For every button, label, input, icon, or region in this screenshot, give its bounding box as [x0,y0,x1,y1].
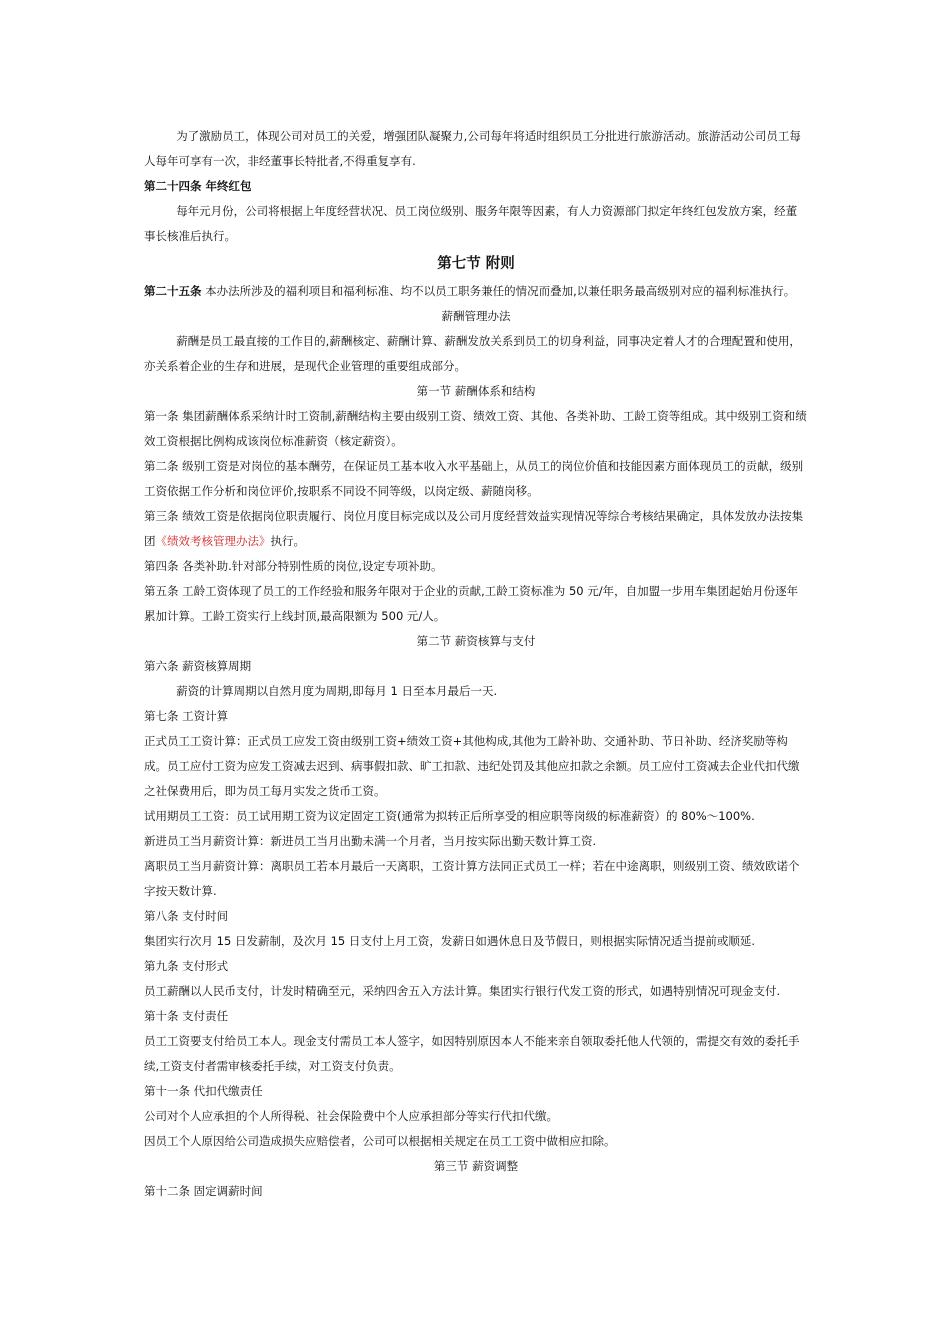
article-12-heading: 第十二条 固定调薪时间 [144,1184,263,1198]
article-25-text: 本办法所涉及的福利项目和福利标准、均不以员工职务兼任的情况而叠加,以兼任职务最高级别对应的福利标准执行。 [201,284,796,298]
paragraph-travel: 为了激励员工，体现公司对员工的关爱，增强团队凝聚力,公司每年将适时组织员工分批进行旅游活动。旅游活动公司员工每人每年可享有一次，非经董事长特批者,不得重复享有. [144,129,801,168]
article-25 [144,279,808,304]
article-3-tail: 执行。 [270,534,305,548]
document-title: 薪酬管理办法 [441,309,511,323]
calc-new-staff: 新进员工当月薪资计算：新进员工当月出勤未满一个月者，当月按实际出勤天数计算工资. [144,834,597,848]
article-25-label: 第二十五条 [144,284,202,298]
article-6-text: 薪资的计算周期以自然月度为周期,即每月 1 日至本月最后一天. [176,684,498,698]
article-7-heading: 第七条 工资计算 [144,709,229,723]
article-11-text-2: 因员工个人原因给公司造成损失应赔偿者，公司可以根据相关规定在员工工资中做相应扣除。 [144,1134,616,1148]
article-6-heading: 第六条 薪资核算周期 [144,659,252,673]
article-2: 第二条 级别工资是对岗位的基本酬劳，在保证员工基本收入水平基础上，从员工的岗位价值和技能因素方面体现员工的贡献，级别工资依据工作分析和岗位评价,按职系不同设不同等级，以岗定级、薪随岗移。 [144,459,804,498]
section-1-title: 第一节 薪酬体系和结构 [416,384,536,398]
article-3-text: 第三条 绩效工资是依据岗位职责履行、岗位月度目标完成以及公司月度经营效益实现情况等综合考核结果确定，具体发放办法按集团 [144,509,804,548]
article-5: 第五条 工龄工资体现了员工的工作经验和服务年限对于企业的贡献,工龄工资标准为 50 元/年，自加盟一步用车集团起始月份逐年累加计算。工龄工资实行上线封顶,最高限额为 500 元/人。 [144,584,799,623]
article-9-text: 员工薪酬以人民币支付，计发时精确至元，采纳四舍五入方法计算。集团实行银行代发工资的形式，如遇特别情况可现金支付. [144,984,781,998]
article-3 [144,504,808,554]
article-4: 第四条 各类补助.针对部分特别性质的岗位,设定专项补助。 [144,559,443,573]
paragraph-intro: 薪酬是员工最直接的工作目的,薪酬核定、薪酬计算、薪酬发放关系到员工的切身利益，同事决定着人才的合理配置和使用，亦关系着企业的生存和进展，是现代企业管理的重要组成部分。 [144,334,801,373]
article-11-text-1: 公司对个人应承担的个人所得税、社会保险费中个人应承担部分等实行代扣代缴。 [144,1109,558,1123]
calc-leaving-staff: 离职员工当月薪资计算：离职员工若本月最后一天离职，工资计算方法同正式员工一样；若在中途离职，则级别工资、绩效欧诺个字按天数计算. [144,859,800,898]
article-1: 第一条 集团薪酬体系采纳计时工资制,薪酬结构主要由级别工资、绩效工资、其他、各类补助、工龄工资等组成。其中级别工资和绩效工资根据比例构成该岗位标准薪资（核定薪资）。 [144,409,807,448]
article-10-text: 员工工资要支付给员工本人。现金支付需员工本人签字，如因特别原因本人不能来亲自领取委托他人代领的，需提交有效的委托手续,工资支付者需审核委托手续，对工资支付负责。 [144,1034,800,1073]
section-7-title: 第七节 附则 [437,256,515,272]
article-10-heading: 第十条 支付责任 [144,1009,229,1023]
section-2-title: 第二节 薪资核算与支付 [416,634,536,648]
article-11-heading: 第十一条 代扣代缴责任 [144,1084,263,1098]
performance-policy-link[interactable]: 《绩效考核管理办法》 [155,534,271,548]
article-8-text: 集团实行次月 15 日发薪制，及次月 15 日支付上月工资，发薪日如遇休息日及节假日，则根据实际情况适当提前或顺延. [144,934,756,948]
document-page [144,124,808,1204]
calc-regular-staff: 正式员工工资计算：正式员工应发工资由级别工资+绩效工资+其他构成,其他为工龄补助、交通补助、节日补助、经济奖励等构成。员工应付工资为应发工资减去迟到、病事假扣款、旷工扣款、违纪处罚及其他应扣款之余额。员工应付工资减去企业代扣代缴之社保费用后，即为员工每月实发之货币工资。 [144,734,800,798]
article-24-heading: 第二十四条 年终红包 [144,179,252,193]
calc-probation-staff: 试用期员工工资：员工试用期工资为议定固定工资(通常为拟转正后所享受的相应职等岗级的标准薪资）的 80%～100%. [144,809,755,823]
paragraph-bonus: 每年元月份，公司将根据上年度经营状况、员工岗位级别、服务年限等因素，有人力资源部门拟定年终红包发放方案，经董事长核准后执行。 [144,204,798,243]
article-9-heading: 第九条 支付形式 [144,959,229,973]
section-3-title: 第三节 薪资调整 [433,1159,519,1173]
article-8-heading: 第八条 支付时间 [144,909,229,923]
